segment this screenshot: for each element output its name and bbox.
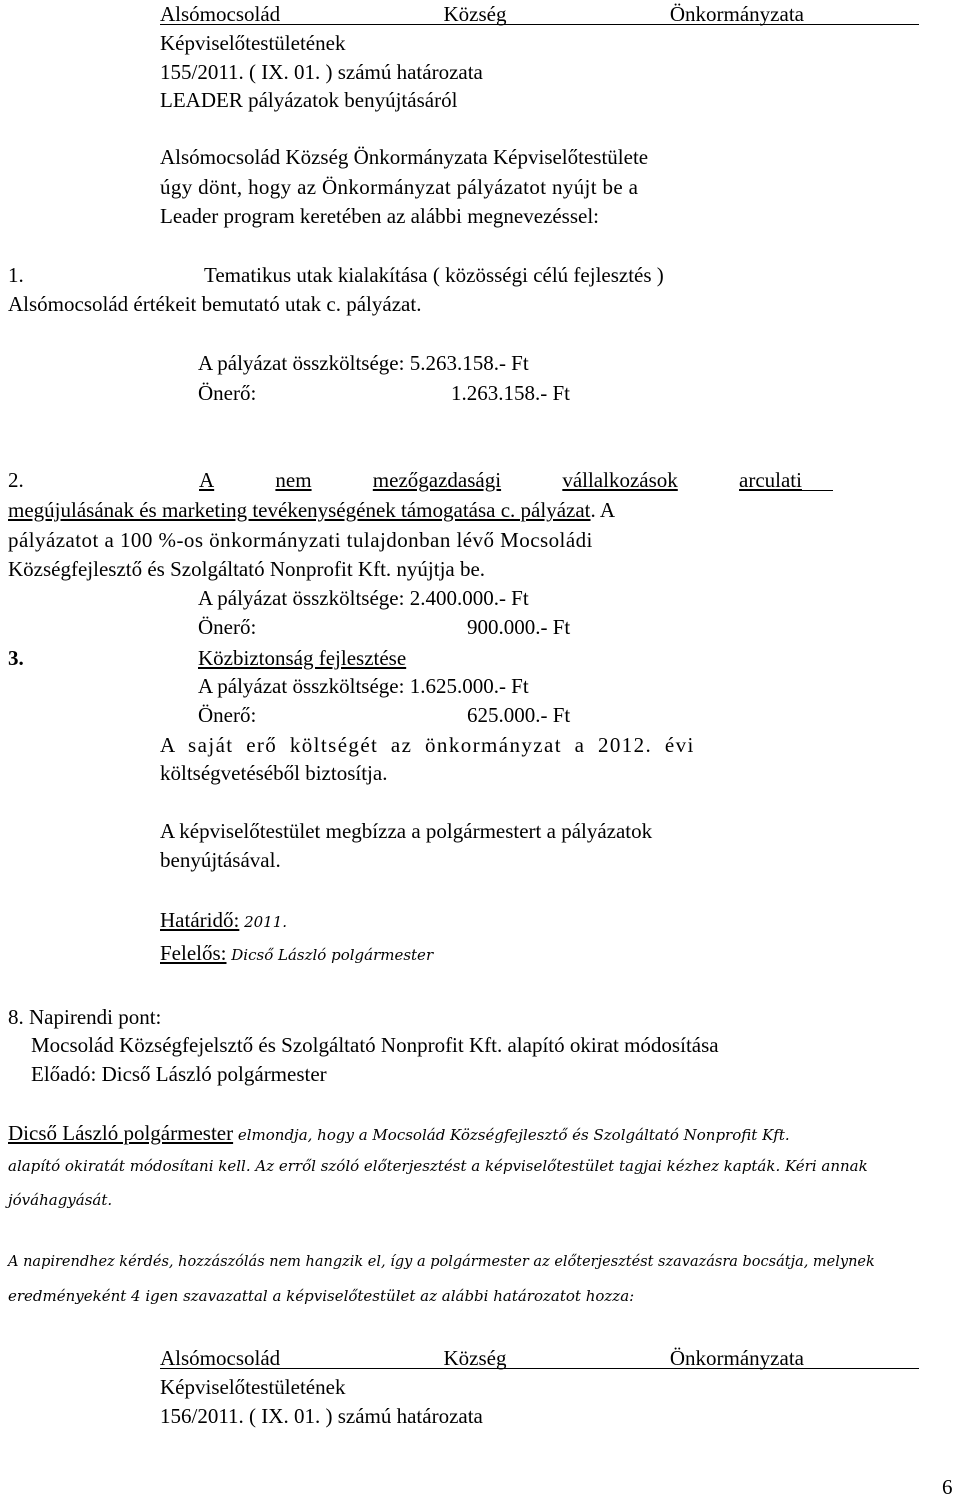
own-funds-value: 1.263.158.- Ft (451, 381, 571, 405)
item-body: pályázatot a 100 %-os önkormányzati tulajdonban lévő Mocsoládi (8, 528, 593, 552)
speech-line: alapító okiratát módosítani kell. Az erről szóló előterjesztést a képviselőtestület tagjai kézhez kapták. Kéri annak (8, 1157, 868, 1175)
agenda-subject: Mocsolád Községfejelsztő és Szolgáltató Nonprofit Kft. alapító okirat módosítása (31, 1033, 719, 1057)
own-funds-value: 625.000.- Ft (467, 703, 571, 727)
responsible: Felelős: Dicső László polgármester (160, 941, 434, 965)
vote-line: A napirendhez kérdés, hozzászólás nem hangzik el, így a polgármester az előterjesztést szavazásra bocsátja, melynek (8, 1254, 875, 1270)
own-funds-note: A saját erő költségét az önkormányzat a 2012. évi (160, 733, 695, 757)
own-funds-label: Önerő: (198, 703, 257, 727)
heading-line2: Képviselőtestületének (160, 1375, 346, 1399)
deadline: Határidő: 2011. (160, 908, 288, 932)
own-funds-value: 900.000.- Ft (467, 615, 571, 639)
heading-word: Község (443, 1346, 507, 1370)
vote-line: eredményeként 4 igen szavazattal a képviselőtestület az alábbi határozatot hozza: (8, 1287, 635, 1305)
heading-underline (160, 24, 919, 25)
title-underline-extension (800, 490, 833, 491)
total-cost: A pályázat összköltsége: 1.625.000.- Ft (198, 674, 529, 698)
heading-word: Önkormányzata (669, 2, 804, 26)
resolution-number: 155/2011. ( IX. 01. ) számú határozata (160, 60, 483, 84)
item-title: Közbiztonság fejlesztése (198, 646, 407, 670)
resolution-subject: LEADER pályázatok benyújtásáról (160, 88, 458, 112)
agenda-title: 8. Napirendi pont: (8, 1005, 162, 1029)
own-funds-label: Önerő: (198, 381, 257, 405)
heading-word: Önkormányzata (669, 1346, 804, 1370)
agenda-presenter: Előadó: Dicső László polgármester (31, 1062, 327, 1086)
heading-word: Község (443, 2, 507, 26)
speech-line: jóváhagyását. (8, 1191, 113, 1209)
heading-underline (160, 1368, 919, 1369)
intro-line: úgy dönt, hogy az Önkormányzat pályázatot nyújt be a (160, 175, 639, 199)
item-title: Tematikus utak kialakítása ( közösségi célú fejlesztés ) (204, 263, 664, 287)
heading-word: Alsómocsolád (160, 2, 281, 26)
mandate-text: benyújtásával. (160, 848, 281, 872)
item-title-cont: Alsómocsolád értékeit bemutató utak c. pályázat. (8, 292, 422, 316)
item-number: 1. (8, 263, 24, 287)
speech-line: Dicső László polgármester elmondja, hogy a Mocsolád Községfejlesztő és Szolgáltató Nonprofit Kft. (8, 1121, 790, 1145)
mandate-text: A képviselőtestület megbízza a polgármestert a pályázatok (160, 819, 653, 843)
heading-line2: Képviselőtestületének (160, 31, 346, 55)
item-number: 2. (8, 468, 24, 492)
intro-line: Leader program keretében az alábbi megnevezéssel: (160, 204, 600, 228)
intro-line: Alsómocsolád Község Önkormányzata Képviselőtestülete (160, 145, 649, 169)
own-funds-label: Önerő: (198, 615, 257, 639)
item-number: 3. (8, 646, 24, 670)
page-number: 6 (942, 1475, 953, 1499)
item-title: A nem mezőgazdasági vállalkozások arculati (199, 468, 802, 492)
item-title-cont: megújulásának és marketing tevékenységének támogatása c. pályázat. A (8, 498, 616, 522)
own-funds-note: költségvetéséből biztosítja. (160, 761, 388, 785)
total-cost: A pályázat összköltsége: 5.263.158.- Ft (198, 351, 529, 375)
total-cost: A pályázat összköltsége: 2.400.000.- Ft (198, 586, 529, 610)
resolution-number: 156/2011. ( IX. 01. ) számú határozata (160, 1404, 483, 1428)
item-body: Községfejlesztő és Szolgáltató Nonprofit Kft. nyújtja be. (8, 557, 486, 581)
heading-word: Alsómocsolád (160, 1346, 281, 1370)
